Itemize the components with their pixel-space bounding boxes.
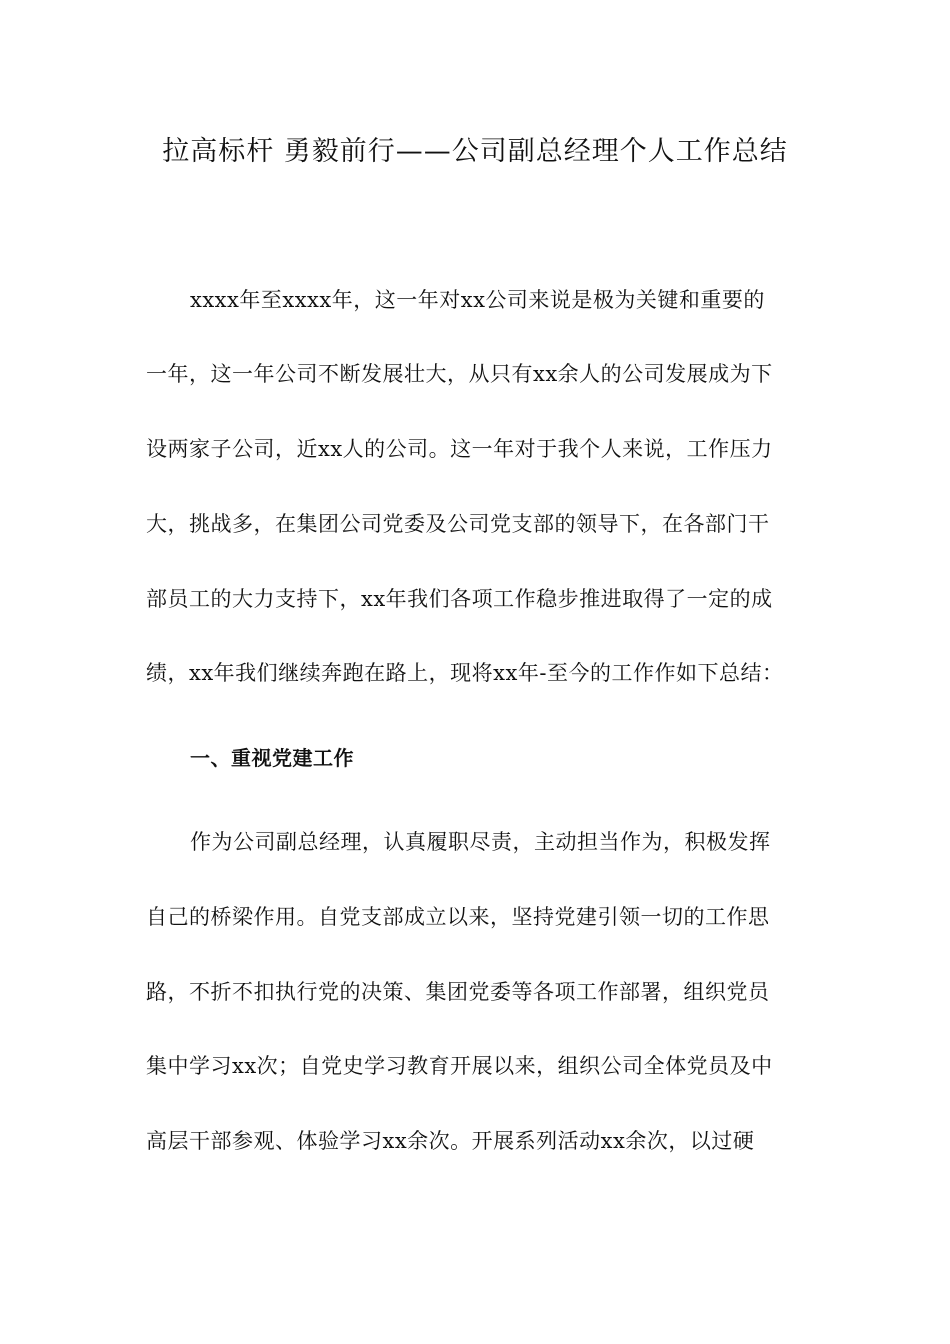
paragraph-line: 作为公司副总经理，认真履职尽责，主动担当作为，积极发挥 [190,830,771,854]
document-title: 拉高标杆 勇毅前行——公司副总经理个人工作总结 [162,136,788,167]
paragraph-line: 集中学习xx次；自党史学习教育开展以来，组织公司全体党员及中 [146,1054,773,1078]
paragraph-line: 设两家子公司，近xx人的公司。这一年对于我个人来说，工作压力 [146,437,773,461]
paragraph-line: xxxx年至xxxx年，这一年对xx公司来说是极为关键和重要的 [190,288,765,312]
paragraph-line: 绩，xx年我们继续奔跑在路上，现将xx年-至今的工作作如下总结： [146,661,784,685]
paragraph-line: 自己的桥梁作用。自党支部成立以来，坚持党建引领一切的工作思 [146,905,770,929]
paragraph-line: 部员工的大力支持下，xx年我们各项工作稳步推进取得了一定的成 [146,587,773,611]
paragraph-line: 路，不折不扣执行党的决策、集团党委等各项工作部署，组织党员 [146,980,770,1004]
section-heading: 一、重视党建工作 [190,746,354,770]
paragraph-line: 高层干部参观、体验学习xx余次。开展系列活动xx余次，以过硬 [146,1129,755,1153]
paragraph-line: 大，挑战多，在集团公司党委及公司党支部的领导下，在各部门干 [146,512,770,536]
paragraph-line: 一年，这一年公司不断发展壮大，从只有xx余人的公司发展成为下 [146,362,773,386]
